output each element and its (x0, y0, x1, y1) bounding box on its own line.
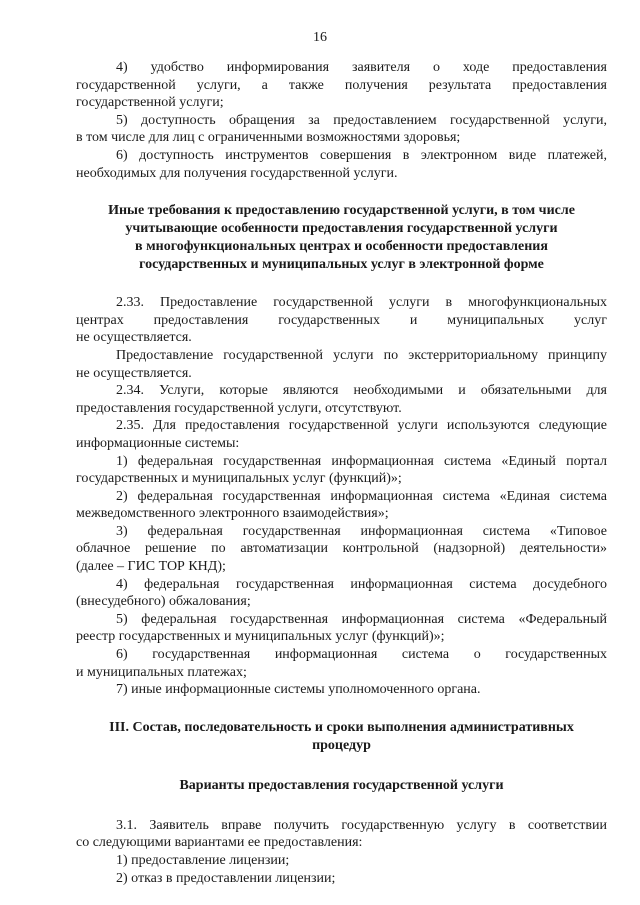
heading-line: государственных и муниципальных услуг в электронной форме (139, 257, 544, 273)
list-item: 2) отказ в предоставлении лицензии; (116, 870, 336, 886)
heading-line: в многофункциональных центрах и особенности предоставления (135, 239, 548, 255)
paragraph-line: 6) доступность инструментов совершения в электронном виде платежей, (116, 147, 607, 163)
paragraph-line: 2.33. Предоставление государственной услуги в многофункциональных (116, 295, 607, 311)
section-heading (76, 719, 607, 755)
list-item: межведомственного электронного взаимодействия»; (76, 506, 389, 522)
list-item: государственных и муниципальных услуг (функций)»; (76, 471, 402, 487)
paragraph-line: 2.35. Для предоставления государственной услуги используются следующие (116, 418, 607, 434)
paragraph-line: государственной услуги; (76, 95, 224, 111)
list-item: 4) федеральная государственная информационная система досудебного (116, 576, 607, 592)
document-body (76, 59, 607, 887)
heading-line: процедур (312, 737, 371, 753)
list-item: 7) иные информационные системы уполномоченного органа. (116, 682, 481, 698)
paragraph-line: информационные системы: (76, 435, 240, 451)
paragraph-line: необходимых для получения государственной услуги. (76, 165, 398, 181)
subsection-heading: Варианты предоставления государственной услуги (179, 777, 504, 793)
list-item: и муниципальных платежах; (76, 664, 247, 680)
paragraph-line: не осуществляется. (76, 365, 192, 381)
paragraph-line: со следующими вариантами ее предоставления: (76, 835, 363, 851)
paragraph-line: в том числе для лиц с ограниченными возможностями здоровья; (76, 130, 461, 146)
paragraph-line: 5) доступность обращения за предоставлением государственной услуги, (116, 112, 607, 128)
paragraph-line: 4) удобство информирования заявителя о ходе предоставления (116, 60, 607, 75)
paragraph-line: 2.34. Услуги, которые являются необходимыми и обязательными для (116, 383, 607, 399)
paragraph-line: государственной услуги, а также получения результата предоставления (76, 77, 607, 93)
paragraph-line: предоставления государственной услуги, отсутствуют. (76, 400, 402, 416)
list-item: 6) государственная информационная система о государственных (116, 647, 607, 663)
list-item: 2) федеральная государственная информационная система «Единая система (116, 488, 607, 504)
section-heading (76, 202, 607, 274)
list-item: 1) федеральная государственная информационная система «Единый портал (116, 453, 607, 469)
page-number: 16 (313, 30, 327, 45)
paragraph-line: не осуществляется. (76, 330, 192, 346)
heading-line: учитывающие особенности предоставления государственной услуги (125, 221, 558, 237)
paragraph-line: центрах предоставления государственных и муниципальных услуг (76, 312, 607, 328)
list-item: (далее – ГИС ТОР КНД); (76, 559, 226, 575)
list-item: 3) федеральная государственная информационная система «Типовое (116, 523, 607, 539)
paragraph-line: Предоставление государственной услуги по экстерриториальному принципу (116, 347, 607, 363)
list-item: 5) федеральная государственная информационная система «Федеральный (116, 611, 607, 627)
heading-line: III. Состав, последовательность и сроки выполнения административных (109, 719, 574, 735)
list-item: (внесудебного) обжалования; (76, 594, 251, 610)
list-item: 1) предоставление лицензии; (116, 853, 290, 868)
paragraph-line: 3.1. Заявитель вправе получить государственную услугу в соответствии (116, 817, 607, 833)
list-item: реестр государственных и муниципальных услуг (функций)»; (76, 629, 445, 645)
list-item: облачное решение по автоматизации контрольной (надзорной) деятельности» (76, 541, 607, 557)
heading-line: Иные требования к предоставлению государственной услуги, в том числе (108, 203, 575, 219)
